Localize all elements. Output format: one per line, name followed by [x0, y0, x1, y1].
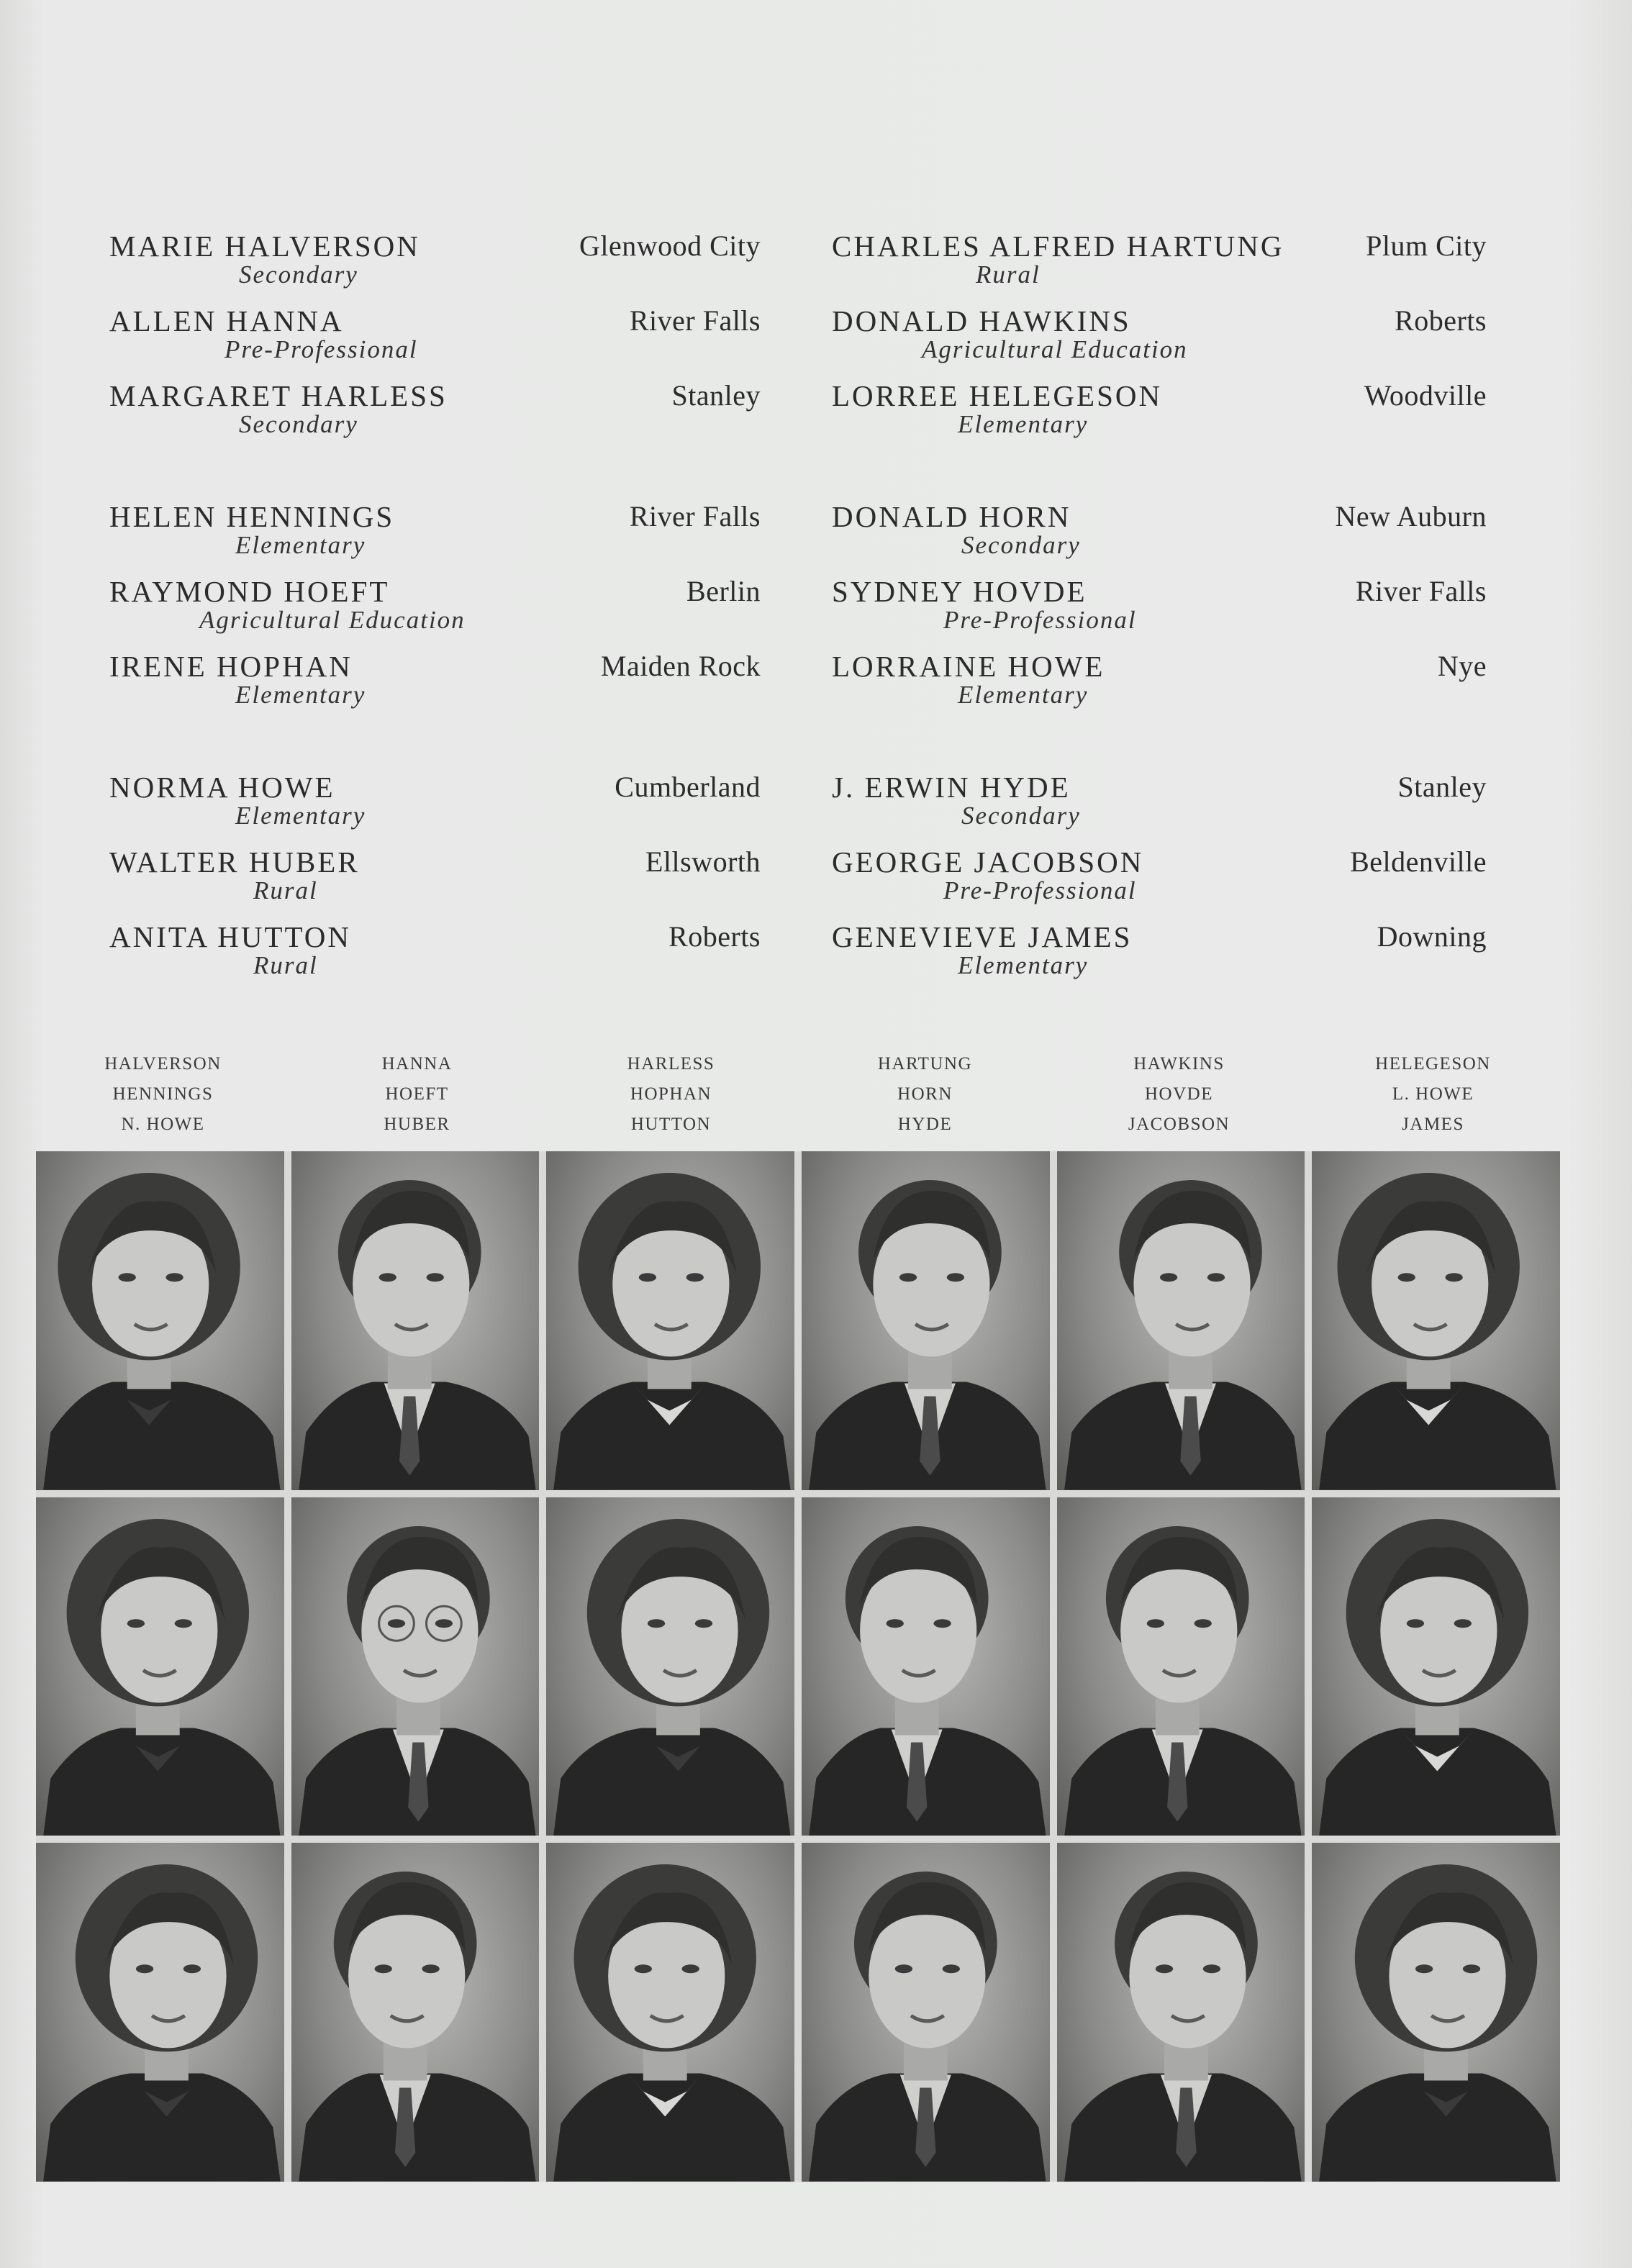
portrait-clothing — [1319, 2074, 1556, 2182]
caption-name: HOEFT — [385, 1084, 449, 1104]
student-name: GEORGE JACOBSON — [832, 845, 1144, 879]
student-course: Pre-Professional — [225, 335, 418, 363]
portrait-eye — [435, 1619, 452, 1628]
portrait-eye — [1207, 1273, 1224, 1282]
caption-name: HOPHAN — [630, 1084, 712, 1104]
roster-entry — [109, 757, 761, 832]
student-hometown: River Falls — [629, 500, 761, 532]
photo-caption-key — [36, 1049, 1561, 1135]
portrait-clothing — [553, 1382, 790, 1489]
roster-entry — [832, 757, 1487, 832]
student-course: Secondary — [239, 410, 358, 438]
student-course: Rural — [253, 951, 318, 979]
student-course: Secondary — [961, 531, 1081, 559]
portrait-clothing — [1319, 1382, 1556, 1489]
roster-group — [832, 486, 1487, 711]
portrait-silhouette — [802, 1843, 1050, 2182]
portrait-silhouette — [1312, 1497, 1560, 1836]
caption-name: HYDE — [897, 1115, 953, 1134]
roster-entry — [832, 366, 1487, 440]
portrait-eye — [899, 1273, 917, 1282]
student-course: Pre-Professional — [943, 876, 1137, 904]
roster-entry — [109, 291, 761, 366]
portrait-silhouette — [1057, 1843, 1305, 2182]
student-hometown: Beldenville — [1350, 845, 1487, 878]
student-hometown: River Falls — [629, 304, 761, 337]
portrait-eye — [895, 1965, 912, 1974]
portrait-eye — [183, 1965, 201, 1974]
roster-group — [109, 757, 761, 981]
portrait-eye — [695, 1619, 712, 1628]
student-hometown: River Falls — [1355, 575, 1487, 607]
student-course: Secondary — [961, 802, 1081, 830]
caption-name: HENNINGS — [112, 1084, 214, 1104]
caption-name: JAMES — [1402, 1115, 1464, 1134]
student-hometown: Cumberland — [615, 771, 761, 803]
portrait-eye — [947, 1273, 964, 1282]
portrait-eye — [387, 1619, 404, 1628]
portrait-eye — [1202, 1965, 1220, 1974]
portrait-photo — [802, 1151, 1050, 1490]
roster-entry — [832, 907, 1487, 981]
caption-name: HALVERSON — [104, 1054, 222, 1074]
roster-left-column — [109, 216, 761, 1028]
portrait-eye — [887, 1619, 904, 1628]
student-name: DONALD HORN — [832, 500, 1071, 533]
portrait-silhouette — [36, 1497, 284, 1836]
portrait-clothing — [553, 1728, 790, 1836]
portrait-eye — [933, 1619, 951, 1628]
portrait-eye — [682, 1965, 699, 1974]
student-course: Elementary — [235, 531, 366, 559]
student-hometown: Roberts — [668, 920, 761, 953]
roster-entry — [832, 216, 1487, 291]
portrait-silhouette — [36, 1843, 284, 2182]
portrait-silhouette — [802, 1497, 1050, 1836]
caption-column — [41, 1049, 286, 1140]
portrait-grid — [36, 1151, 1560, 2182]
portrait-silhouette — [291, 1151, 540, 1490]
roster-entry — [109, 216, 761, 291]
portrait-clothing — [1319, 1728, 1556, 1836]
portrait-photo — [1057, 1151, 1305, 1490]
student-hometown: Downing — [1377, 920, 1487, 953]
caption-name: HANNA — [381, 1054, 453, 1074]
caption-name: N. HOWE — [121, 1115, 205, 1134]
student-course: Pre-Professional — [943, 606, 1137, 634]
portrait-photo — [1312, 1151, 1560, 1490]
caption-column — [1311, 1049, 1556, 1140]
student-name: DONALD HAWKINS — [832, 304, 1131, 337]
portrait-silhouette — [546, 1843, 794, 2182]
portrait-clothing — [43, 1382, 280, 1489]
student-course: Rural — [976, 260, 1041, 289]
portrait-eye — [175, 1619, 192, 1628]
caption-name: HELEGESON — [1375, 1054, 1491, 1074]
portrait-silhouette — [291, 1497, 540, 1836]
portrait-eye — [1398, 1273, 1415, 1282]
student-name: NORMA HOWE — [109, 771, 335, 804]
portrait-silhouette — [802, 1151, 1050, 1490]
roster-entry — [109, 636, 761, 711]
student-hometown: Woodville — [1364, 379, 1487, 412]
portrait-eye — [1454, 1619, 1472, 1628]
portrait-clothing — [43, 2074, 280, 2182]
portrait-photo — [1312, 1843, 1560, 2182]
portrait-photo — [1057, 1843, 1305, 2182]
student-course: Agricultural Education — [199, 606, 466, 634]
portrait-photo — [546, 1497, 794, 1836]
student-course: Elementary — [958, 951, 1089, 979]
caption-name: JACOBSON — [1128, 1115, 1230, 1134]
caption-name: HAWKINS — [1133, 1054, 1225, 1074]
portrait-photo — [36, 1151, 284, 1490]
portrait-eye — [1156, 1965, 1173, 1974]
roster-group — [832, 757, 1487, 981]
portrait-silhouette — [546, 1497, 794, 1836]
portrait-photo — [802, 1497, 1050, 1836]
portrait-silhouette — [546, 1151, 794, 1490]
caption-column — [295, 1049, 540, 1140]
student-course: Elementary — [235, 802, 366, 830]
student-course: Elementary — [235, 681, 366, 709]
roster-entry — [832, 636, 1487, 711]
caption-name: HOVDE — [1145, 1084, 1213, 1104]
caption-name: HORN — [897, 1084, 953, 1104]
roster-entry — [109, 907, 761, 981]
portrait-eye — [1194, 1619, 1211, 1628]
student-hometown: Glenwood City — [579, 230, 761, 262]
portrait-eye — [378, 1273, 396, 1282]
student-hometown: Stanley — [1397, 771, 1487, 803]
portrait-photo — [1057, 1497, 1305, 1836]
roster-entry — [832, 561, 1487, 636]
roster-entry — [109, 486, 761, 561]
student-hometown: Nye — [1437, 650, 1487, 682]
student-name: MARGARET HARLESS — [109, 379, 448, 412]
portrait-photo — [802, 1843, 1050, 2182]
student-hometown: Roberts — [1395, 304, 1487, 337]
roster-entry — [109, 561, 761, 636]
student-hometown: Stanley — [671, 379, 761, 412]
portrait-clothing — [43, 1728, 280, 1836]
portrait-eye — [943, 1965, 960, 1974]
portrait-photo — [291, 1151, 540, 1490]
student-name: J. ERWIN HYDE — [832, 771, 1071, 804]
student-name: RAYMOND HOEFT — [109, 575, 390, 608]
portrait-eye — [1446, 1273, 1463, 1282]
portrait-eye — [1160, 1273, 1177, 1282]
roster-group — [109, 216, 761, 440]
caption-name: HARLESS — [627, 1054, 715, 1074]
student-hometown: Berlin — [686, 575, 761, 607]
portrait-silhouette — [291, 1843, 540, 2182]
portrait-eye — [639, 1273, 656, 1282]
portrait-eye — [1146, 1619, 1164, 1628]
portrait-eye — [1415, 1965, 1433, 1974]
student-hometown: Plum City — [1366, 230, 1487, 262]
portrait-silhouette — [36, 1151, 284, 1490]
caption-name: L. HOWE — [1392, 1084, 1474, 1104]
student-course: Secondary — [239, 260, 358, 289]
portrait-eye — [686, 1273, 704, 1282]
roster-group — [109, 486, 761, 711]
caption-column — [549, 1049, 794, 1140]
portrait-photo — [36, 1843, 284, 2182]
roster-entry — [832, 486, 1487, 561]
caption-column — [803, 1049, 1048, 1140]
student-hometown: Ellsworth — [645, 845, 761, 878]
student-course: Elementary — [958, 410, 1089, 438]
portrait-photo — [291, 1843, 540, 2182]
portrait-photo — [291, 1497, 540, 1836]
portrait-eye — [635, 1965, 652, 1974]
caption-column — [1057, 1049, 1302, 1140]
portrait-silhouette — [1312, 1843, 1560, 2182]
portrait-eye — [166, 1273, 183, 1282]
student-hometown: New Auburn — [1335, 500, 1487, 532]
student-name: IRENE HOPHAN — [109, 650, 353, 683]
portrait-eye — [1407, 1619, 1424, 1628]
portrait-eye — [426, 1273, 443, 1282]
student-name: SYDNEY HOVDE — [832, 575, 1087, 608]
portrait-photo — [36, 1497, 284, 1836]
portrait-silhouette — [1057, 1497, 1305, 1836]
portrait-clothing — [553, 2074, 790, 2182]
student-name: CHARLES ALFRED HARTUNG — [832, 230, 1284, 263]
portrait-eye — [374, 1965, 391, 1974]
student-name: GENEVIEVE JAMES — [832, 920, 1133, 953]
student-name: LORRAINE HOWE — [832, 650, 1105, 683]
portrait-eye — [648, 1619, 665, 1628]
caption-name: HUBER — [384, 1115, 450, 1134]
portrait-eye — [1463, 1965, 1480, 1974]
portrait-eye — [136, 1965, 153, 1974]
roster-entry — [832, 832, 1487, 907]
roster-entry — [832, 291, 1487, 366]
portrait-silhouette — [1057, 1151, 1305, 1490]
student-name: LORREE HELEGESON — [832, 379, 1163, 412]
student-course: Elementary — [958, 681, 1089, 709]
portrait-silhouette — [1312, 1151, 1560, 1490]
portrait-photo — [1312, 1497, 1560, 1836]
caption-name: HARTUNG — [877, 1054, 973, 1074]
student-name: ANITA HUTTON — [109, 920, 352, 953]
student-name: HELEN HENNINGS — [109, 500, 395, 533]
roster-entry — [109, 366, 761, 440]
student-hometown: Maiden Rock — [600, 650, 761, 682]
caption-name: HUTTON — [630, 1115, 712, 1134]
portrait-eye — [127, 1619, 145, 1628]
roster-entry — [109, 832, 761, 907]
student-name: WALTER HUBER — [109, 845, 360, 879]
roster-right-column — [832, 216, 1487, 1028]
student-course: Rural — [253, 876, 318, 904]
portrait-eye — [422, 1965, 439, 1974]
portrait-photo — [546, 1843, 794, 2182]
roster-group — [832, 216, 1487, 440]
student-name: ALLEN HANNA — [109, 304, 344, 337]
portrait-photo — [546, 1151, 794, 1490]
student-course: Agricultural Education — [922, 335, 1188, 363]
student-name: MARIE HALVERSON — [109, 230, 420, 263]
portrait-eye — [119, 1273, 136, 1282]
